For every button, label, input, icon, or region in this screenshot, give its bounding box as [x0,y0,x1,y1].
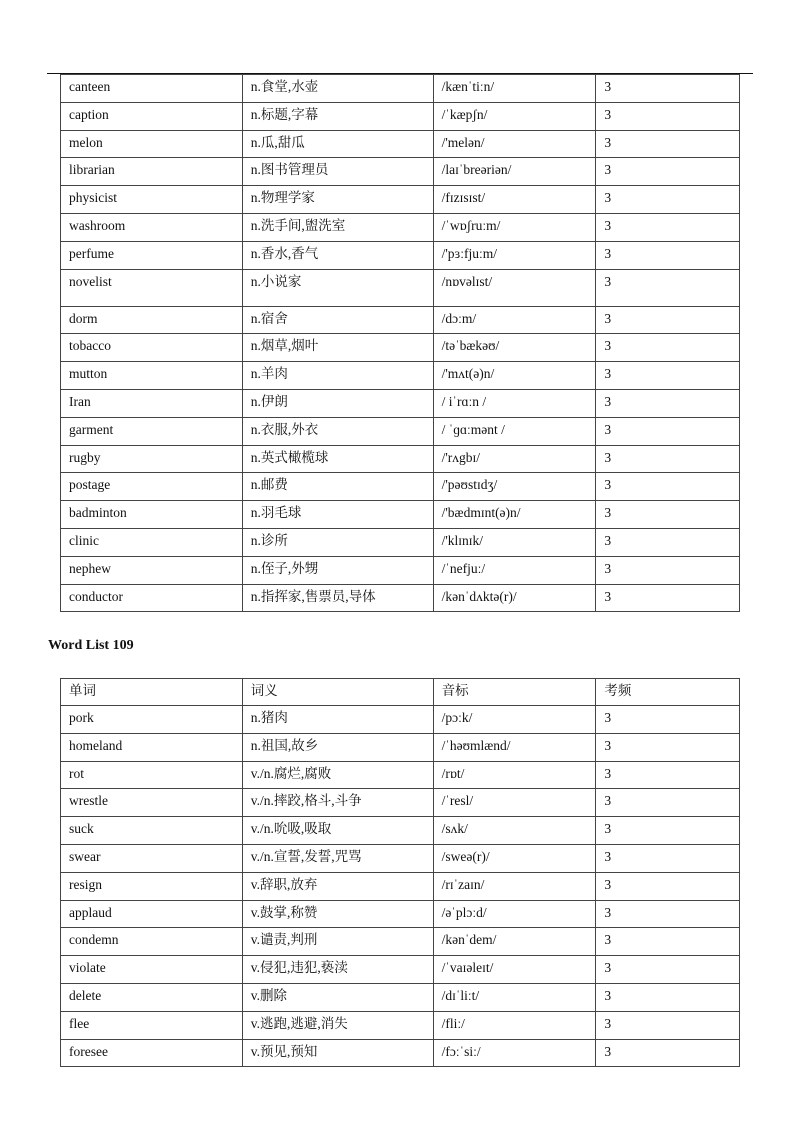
table-row [61,706,740,734]
word-cell: perfume [61,241,243,269]
ipa-cell: /'pəʊstɪdʒ/ [433,473,596,501]
word-table-109 [60,678,740,1067]
table-row [61,983,740,1011]
table-row [61,1011,740,1039]
table-row [61,306,740,334]
meaning-cell: n.食堂,水壶 [242,75,433,103]
ipa-cell: /təˈbækəʊ/ [433,334,596,362]
table-row [61,956,740,984]
frequency-cell: 3 [596,417,740,445]
table-row [61,75,740,103]
meaning-cell: n.小说家 [242,269,433,306]
ipa-cell: /ˈvaɪəleɪt/ [433,956,596,984]
word-cell: Iran [61,389,243,417]
ipa-cell: /ˈresl/ [433,789,596,817]
word-cell: delete [61,983,243,1011]
frequency-cell: 3 [596,130,740,158]
word-table-109-body [61,706,740,1067]
word-cell: wrestle [61,789,243,817]
word-list-title: Word List 109 [48,638,134,653]
frequency-cell: 3 [596,75,740,103]
word-cell: flee [61,1011,243,1039]
word-cell: novelist [61,269,243,306]
meaning-cell: n.英式橄榄球 [242,445,433,473]
table-row [61,130,740,158]
meaning-cell: v./n.摔跤,格斗,斗争 [242,789,433,817]
frequency-cell: 3 [596,706,740,734]
ipa-cell: /nɒvəlɪst/ [433,269,596,306]
header-meaning: 词义 [242,679,433,706]
table-row [61,473,740,501]
frequency-cell: 3 [596,445,740,473]
ipa-cell: /fɔːˈsiː/ [433,1039,596,1067]
meaning-cell: n.羊肉 [242,362,433,390]
frequency-cell: 3 [596,1039,740,1067]
frequency-cell: 3 [596,844,740,872]
table-row [61,928,740,956]
table-row [61,900,740,928]
header-ipa: 音标 [433,679,596,706]
ipa-cell: /dɪˈliːt/ [433,983,596,1011]
ipa-cell: /ˈhəʊmlænd/ [433,733,596,761]
ipa-cell: / iˈrɑːn / [433,389,596,417]
table-row [61,269,740,306]
word-cell: applaud [61,900,243,928]
table-row [61,817,740,845]
frequency-cell: 3 [596,102,740,130]
word-cell: canteen [61,75,243,103]
meaning-cell: n.指挥家,售票员,导体 [242,584,433,612]
word-cell: garment [61,417,243,445]
table-row [61,389,740,417]
meaning-cell: v.侵犯,违犯,亵渎 [242,956,433,984]
meaning-cell: n.标题,字幕 [242,102,433,130]
meaning-cell: n.衣服,外衣 [242,417,433,445]
ipa-cell: /'klɪnɪk/ [433,528,596,556]
word-cell: pork [61,706,243,734]
word-cell: caption [61,102,243,130]
word-table-previous [60,74,740,612]
meaning-cell: n.羽毛球 [242,501,433,529]
frequency-cell: 3 [596,928,740,956]
frequency-cell: 3 [596,528,740,556]
ipa-cell: /kənˈdʌktə(r)/ [433,584,596,612]
ipa-cell: /rɪˈzaɪn/ [433,872,596,900]
word-cell: swear [61,844,243,872]
word-cell: clinic [61,528,243,556]
table-row [61,501,740,529]
word-cell: homeland [61,733,243,761]
frequency-cell: 3 [596,213,740,241]
table-row [61,445,740,473]
table-row [61,556,740,584]
meaning-cell: n.香水,香气 [242,241,433,269]
meaning-cell: n.祖国,故乡 [242,733,433,761]
word-cell: rugby [61,445,243,473]
word-cell: dorm [61,306,243,334]
meaning-cell: n.猪肉 [242,706,433,734]
ipa-cell: /ˈkæpʃn/ [433,102,596,130]
frequency-cell: 3 [596,900,740,928]
ipa-cell: /rɒt/ [433,761,596,789]
word-table-previous-body [61,75,740,612]
table-row [61,528,740,556]
frequency-cell: 3 [596,817,740,845]
ipa-cell: /ˈnefjuː/ [433,556,596,584]
table-row [61,213,740,241]
header-frequency: 考频 [596,679,740,706]
ipa-cell: /pɔːk/ [433,706,596,734]
ipa-cell: /sʌk/ [433,817,596,845]
word-cell: foresee [61,1039,243,1067]
ipa-cell: /ˈwɒʃruːm/ [433,213,596,241]
frequency-cell: 3 [596,733,740,761]
ipa-cell: /sweə(r)/ [433,844,596,872]
frequency-cell: 3 [596,761,740,789]
frequency-cell: 3 [596,789,740,817]
meaning-cell: v./n.吮吸,吸取 [242,817,433,845]
frequency-cell: 3 [596,501,740,529]
meaning-cell: v./n.腐烂,腐败 [242,761,433,789]
table-row [61,789,740,817]
word-cell: violate [61,956,243,984]
frequency-cell: 3 [596,269,740,306]
ipa-cell: /'mʌt(ə)n/ [433,362,596,390]
table-row [61,761,740,789]
ipa-cell: /əˈplɔːd/ [433,900,596,928]
table-row [61,417,740,445]
ipa-cell: /dɔːm/ [433,306,596,334]
ipa-cell: / ˈɡɑːmənt / [433,417,596,445]
frequency-cell: 3 [596,556,740,584]
ipa-cell: /kənˈdem/ [433,928,596,956]
word-cell: rot [61,761,243,789]
table-row [61,241,740,269]
word-cell: tobacco [61,334,243,362]
word-cell: melon [61,130,243,158]
table-row [61,1039,740,1067]
meaning-cell: n.宿舍 [242,306,433,334]
meaning-cell: n.瓜,甜瓜 [242,130,433,158]
meaning-cell: v.删除 [242,983,433,1011]
meaning-cell: v.逃跑,逃避,消失 [242,1011,433,1039]
frequency-cell: 3 [596,389,740,417]
meaning-cell: n.物理学家 [242,186,433,214]
word-cell: conductor [61,584,243,612]
word-cell: postage [61,473,243,501]
word-cell: washroom [61,213,243,241]
ipa-cell: /'melən/ [433,130,596,158]
table-row [61,362,740,390]
word-cell: nephew [61,556,243,584]
table-row [61,584,740,612]
table-row [61,733,740,761]
header-word: 单词 [61,679,243,706]
ipa-cell: /'bædmɪnt(ə)n/ [433,501,596,529]
meaning-cell: n.诊所 [242,528,433,556]
frequency-cell: 3 [596,158,740,186]
frequency-cell: 3 [596,1011,740,1039]
meaning-cell: n.烟草,烟叶 [242,334,433,362]
ipa-cell: /'rʌgbɪ/ [433,445,596,473]
frequency-cell: 3 [596,306,740,334]
word-cell: mutton [61,362,243,390]
meaning-cell: n.图书管理员 [242,158,433,186]
word-cell: condemn [61,928,243,956]
table-row [61,844,740,872]
ipa-cell: /'pɜːfjuːm/ [433,241,596,269]
ipa-cell: /fliː/ [433,1011,596,1039]
word-cell: suck [61,817,243,845]
frequency-cell: 3 [596,241,740,269]
frequency-cell: 3 [596,956,740,984]
word-cell: librarian [61,158,243,186]
frequency-cell: 3 [596,983,740,1011]
table-header-row [61,679,740,706]
meaning-cell: v.谴责,判刑 [242,928,433,956]
frequency-cell: 3 [596,872,740,900]
table-row [61,102,740,130]
frequency-cell: 3 [596,473,740,501]
meaning-cell: n.伊朗 [242,389,433,417]
word-cell: badminton [61,501,243,529]
table-row [61,186,740,214]
frequency-cell: 3 [596,584,740,612]
word-cell: physicist [61,186,243,214]
ipa-cell: /kænˈtiːn/ [433,75,596,103]
frequency-cell: 3 [596,362,740,390]
meaning-cell: v.鼓掌,称赞 [242,900,433,928]
frequency-cell: 3 [596,334,740,362]
table-row [61,872,740,900]
meaning-cell: n.侄子,外甥 [242,556,433,584]
meaning-cell: n.洗手间,盥洗室 [242,213,433,241]
word-cell: resign [61,872,243,900]
ipa-cell: /laɪˈbreəriən/ [433,158,596,186]
table-row [61,334,740,362]
ipa-cell: /fɪzɪsɪst/ [433,186,596,214]
frequency-cell: 3 [596,186,740,214]
table-row [61,158,740,186]
meaning-cell: v.预见,预知 [242,1039,433,1067]
meaning-cell: n.邮费 [242,473,433,501]
meaning-cell: v.辞职,放弃 [242,872,433,900]
meaning-cell: v./n.宣誓,发誓,咒骂 [242,844,433,872]
